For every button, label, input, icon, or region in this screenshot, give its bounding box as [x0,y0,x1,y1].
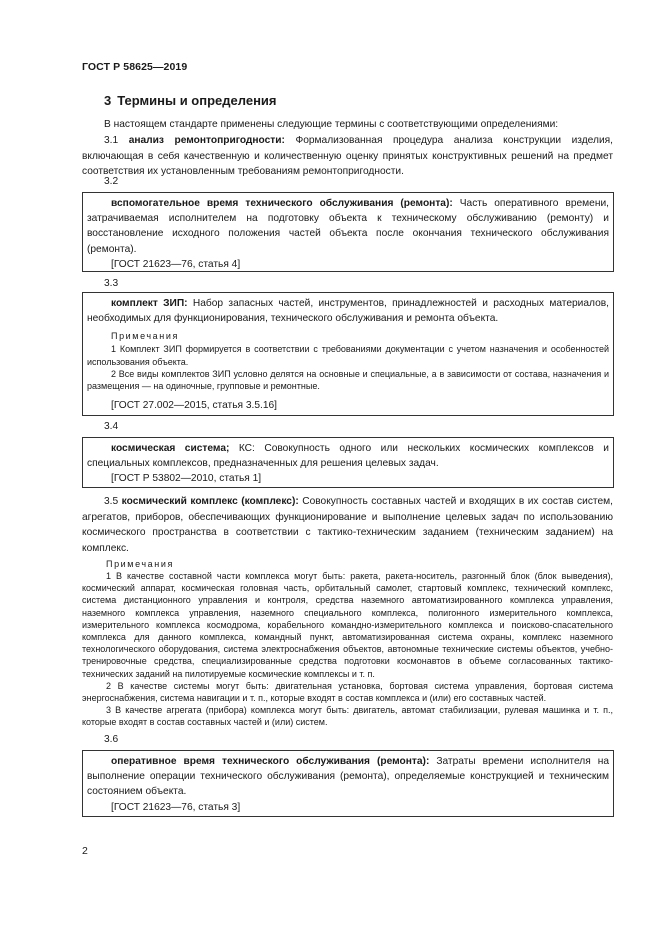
term-3-1-number: 3.1 [104,135,119,146]
term-3-6-reference: [ГОСТ 21623—76, статья 3] [111,801,241,813]
term-3-1-definition: Формализованная процедура анализа конструкции изделия, включающая в себя качественную и количественную оценку принятых конструктивных решений на предмет соответствия их установленным требованиям ремонтопригодности. [82,135,613,178]
term-3-3-definition: Набор запасных частей, инструментов, принадлежностей и расходных материалов, необходимых для функционирования, технического обслуживания и ремонта объекта. [87,298,609,325]
term-3-2-paragraph [87,196,609,257]
term-3-2-definition: Часть оперативного времени, затрачиваемая исполнителем на подготовку объекта к техническому обслуживанию (ремонту) и восстановление исходного положения частей объекта после окончания технического обслуживания (ремонта). [87,198,609,255]
term-3-5-definition: Совокупность составных частей и входящих в их состав систем, агрегатов, приборов, обеспечивающих функционирование и выполнение целевых задач по использованию космического пространства в соответствии с тактико-техническим заданием (техническим заданием) на комплекс. [82,496,613,554]
term-3-4-paragraph [87,441,609,471]
term-3-3-note-2 [87,368,609,392]
term-3-1 [82,133,613,180]
term-3-2-box [82,192,614,272]
term-3-2-term: вспомогательное время технического обслуживания (ремонта): [111,198,453,209]
term-3-5-note-1 [82,570,613,680]
note-text: 1 Комплект ЗИП формируется в соответствии с требованиями документации с учетом назначения и особенностей использования объекта. [87,344,609,367]
term-3-1-term: анализ ремонтопригодности: [128,135,285,146]
section-title [104,93,277,108]
section-number: 3 [104,93,112,108]
term-3-4-abbr: КС: [229,443,255,454]
term-3-5-notes [82,558,613,729]
term-3-4-reference: [ГОСТ Р 53802—2010, статья 1] [111,473,262,485]
term-3-5-note-3 [82,704,613,728]
term-3-5-note-2 [82,680,613,704]
term-3-3-reference: [ГОСТ 27.002—2015, статья 3.5.16] [111,400,278,412]
note-text: 2 В качестве системы могут быть: двигательная установка, бортовая система управления, бортовая система энергоснабжения, система навигации и т. п., которые входят в состав комплекса и (или) его составных частей. [82,680,613,704]
term-3-3-number: 3.3 [104,278,119,289]
document-header: ГОСТ Р 58625—2019 [82,61,188,73]
term-3-4-number: 3.4 [104,421,119,432]
term-3-2-number: 3.2 [104,176,119,187]
section-title-text: Термины и определения [117,93,277,108]
term-3-5-term: космический комплекс (комплекс): [121,496,299,507]
term-3-5 [82,494,613,556]
note-text: 3 В качестве агрегата (прибора) комплекса могут быть: двигатель, автомат стабилизации, рулевая машинка и т. п., которые входят в состав составных частей и (или) систем. [82,705,613,728]
intro-text: В настоящем стандарте применены следующие термины с соответствующими определениями: [104,119,559,130]
term-3-3-note-1 [87,343,609,367]
term-3-2-reference: [ГОСТ 21623—76, статья 4] [111,258,241,270]
intro-paragraph [82,117,613,133]
term-3-6-term: оперативное время технического обслуживания (ремонта): [111,756,430,767]
term-3-4-definition: Совокупность одного или нескольких космических комплексов и специальных комплексов, предназначенных для решения целевых задач. [87,443,609,470]
term-3-4-term: космическая система; [111,443,230,454]
term-3-4-box [82,437,614,488]
page-number: 2 [82,845,88,857]
term-3-3-box [82,292,614,416]
note-text: 1 В качестве составной части комплекса могут быть: ракета, ракета-носитель, разгонный блок (блок выведения), космический аппарат, космическая головная часть, орбитальный самолет, стартовый комплекс, технический комплекс, система дистанционного управления и контроля, средства наземного автоматизированного комплекса управления, наземного комплекса управления, наземного специального комплекса, полигонного измерительного комплекса, измерительного комплекса космодрома, корабельного командно-измерительного комплекса и поисково-спасательного комплекса для данного комплекса, командный пункт, автоматизированная система охраны, комплекс наземного технологического оборудования, система электроснабжения объектов, автономные технические системы объектов, учебно-тренировочные средства, специализированные средства подготовки космонавтов в объеме согласованных тактико-технических заданий на пилотируемые космические комплексы и т. п. [82,571,613,679]
term-3-6-number: 3.6 [104,734,119,745]
term-3-3-term: комплект ЗИП: [111,298,188,309]
term-3-5-number: 3.5 [104,496,119,507]
term-3-6-paragraph [87,754,609,800]
term-3-3-paragraph [87,296,609,326]
term-3-5-notes-heading: Примечания [106,559,174,569]
term-3-6-box [82,750,614,817]
term-3-3-notes-heading: Примечания [111,331,179,342]
note-text: 2 Все виды комплектов ЗИП условно делятся на основные и специальные, а в зависимости от состава, назначения и размещения — на одиночные, групповые и ремонтные. [87,368,609,392]
term-3-6-definition: Затраты времени исполнителя на выполнение операции технического обслуживания (ремонта), определяемые конструкцией и техническим состоянием объекта. [87,756,610,798]
